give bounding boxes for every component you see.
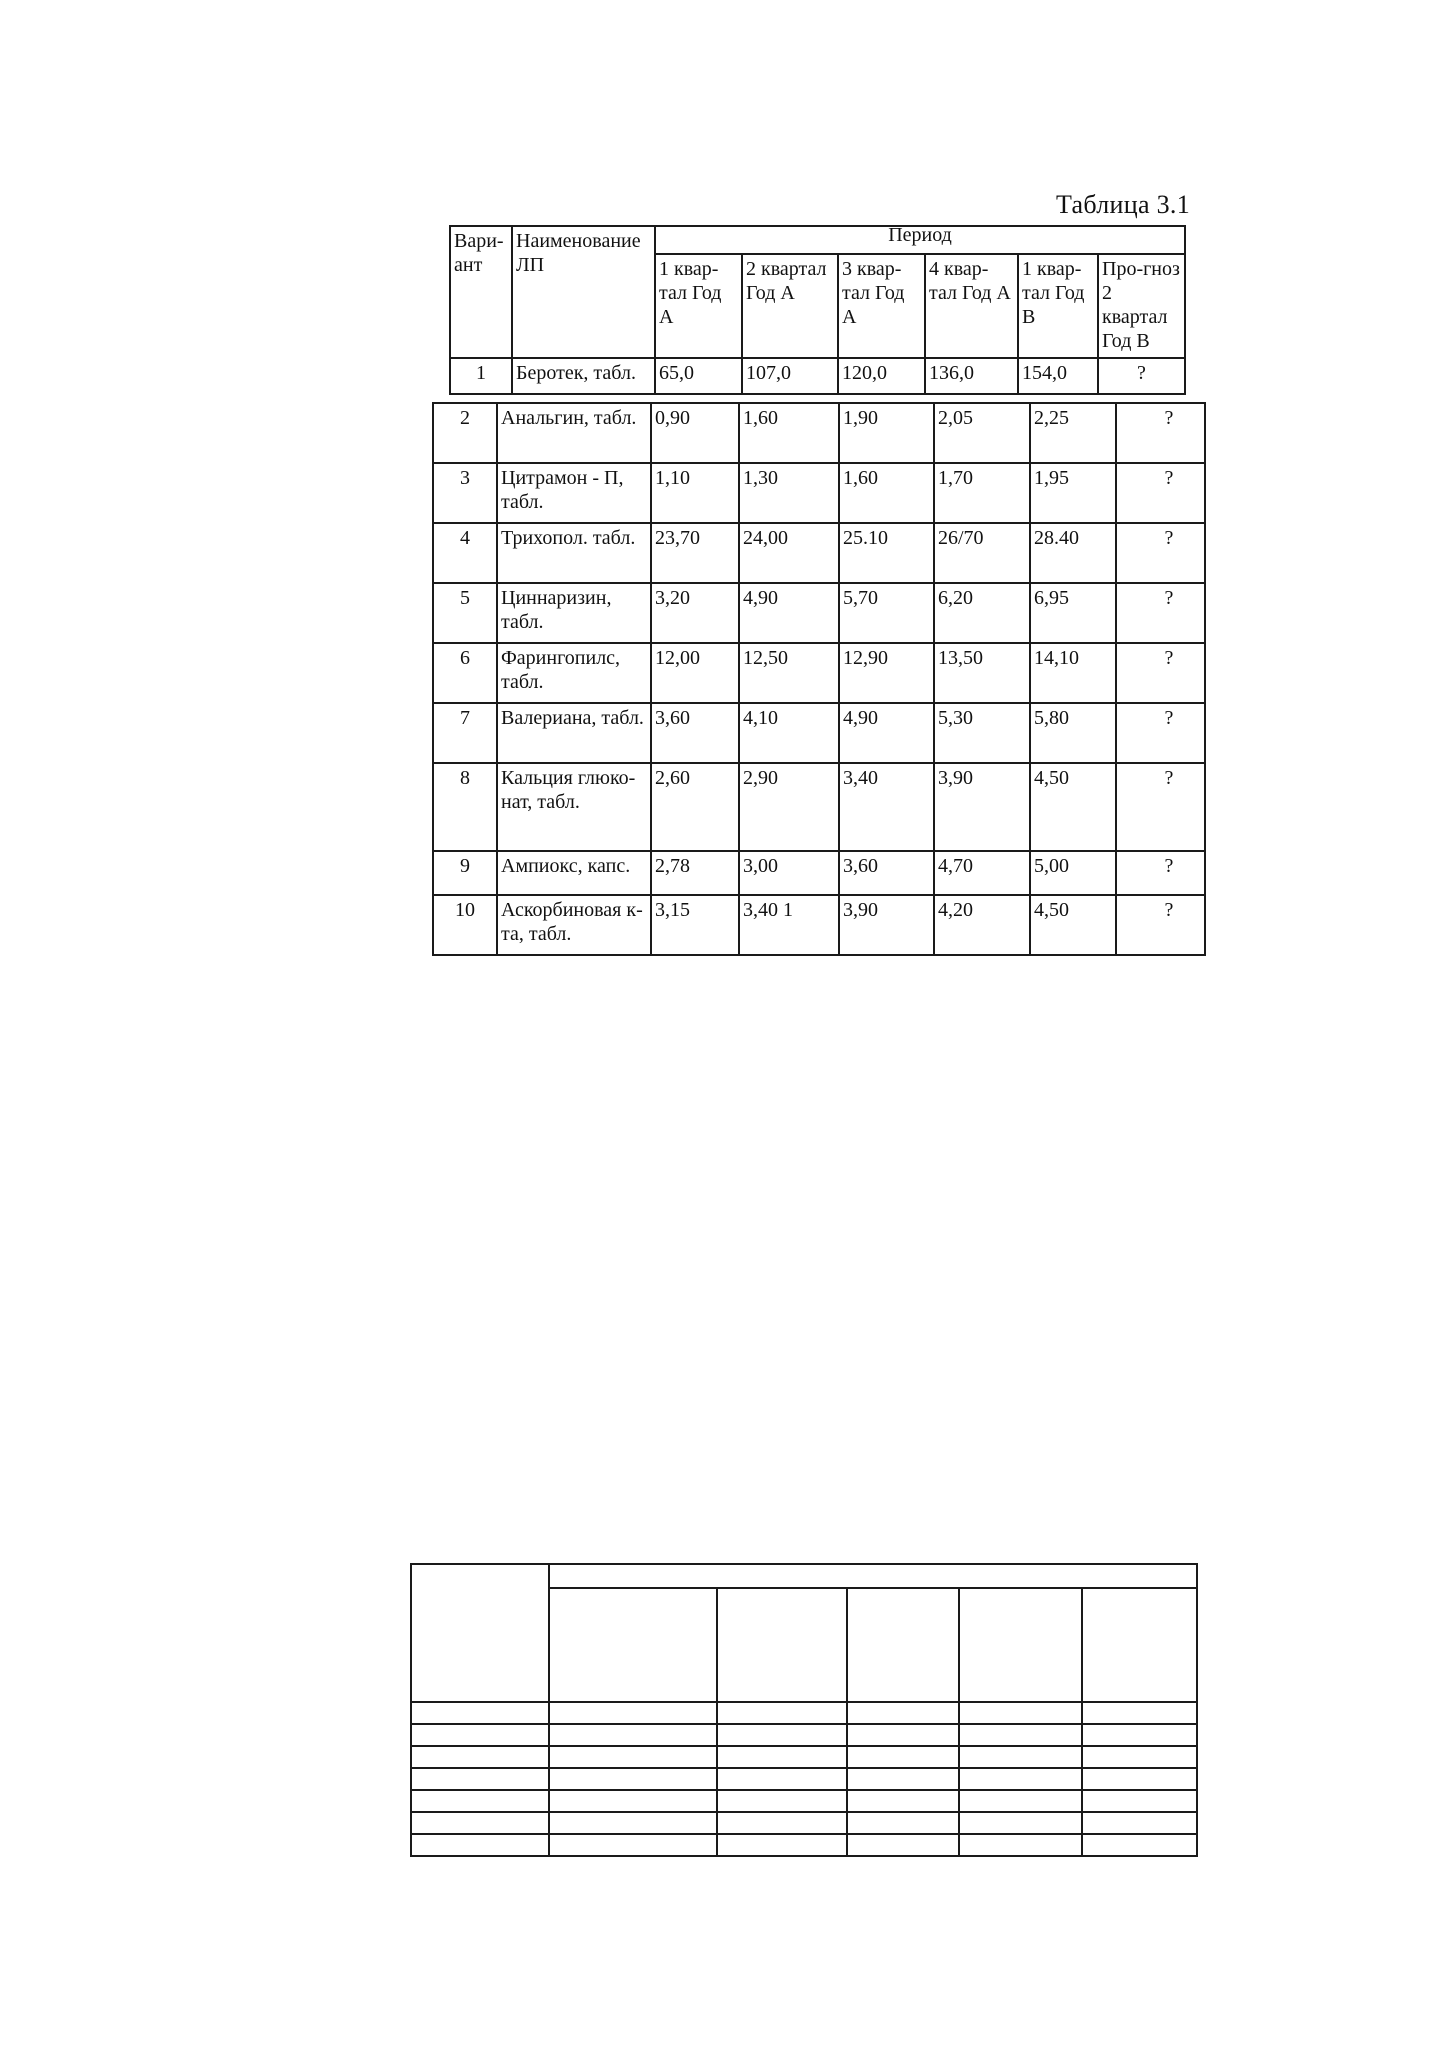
blank-cell	[549, 1724, 717, 1746]
blank-cell	[847, 1790, 959, 1812]
cell-name: Кальция глюко-нат, табл.	[497, 763, 651, 851]
cell-name: Цитрамон - П, табл.	[497, 463, 651, 523]
cell-value: 4,50	[1030, 895, 1116, 955]
blank-cell	[717, 1834, 847, 1856]
table-row	[433, 643, 1205, 703]
blank-row	[411, 1768, 1197, 1790]
cell-value: 23,70	[651, 523, 739, 583]
blank-row	[411, 1724, 1197, 1746]
blank-cell	[847, 1768, 959, 1790]
header-variant: Вари-ант	[450, 226, 512, 358]
cell-variant: 5	[433, 583, 497, 643]
cell-value: 4,20	[934, 895, 1030, 955]
cell-value: 24,00	[739, 523, 839, 583]
cell-value: 5,70	[839, 583, 934, 643]
header-col: 4 квар-тал Год А	[925, 254, 1018, 358]
cell-value: 14,10	[1030, 643, 1116, 703]
cell-value: 4,90	[839, 703, 934, 763]
table-row	[433, 403, 1205, 463]
blank-template-table	[410, 1563, 1198, 1857]
blank-cell	[549, 1588, 717, 1702]
cell-value: 136,0	[925, 358, 1018, 394]
blank-cell	[411, 1724, 549, 1746]
cell-value: 2,78	[651, 851, 739, 895]
cell-forecast: ?	[1116, 895, 1205, 955]
cell-name: Ампиокс, капс.	[497, 851, 651, 895]
blank-cell	[847, 1812, 959, 1834]
blank-cell	[847, 1724, 959, 1746]
blank-cell	[717, 1812, 847, 1834]
blank-cell	[959, 1724, 1082, 1746]
cell-variant: 9	[433, 851, 497, 895]
blank-cell	[549, 1834, 717, 1856]
header-name: Наименование ЛП	[512, 226, 655, 358]
cell-value: 1,95	[1030, 463, 1116, 523]
cell-variant: 3	[433, 463, 497, 523]
blank-row	[411, 1834, 1197, 1856]
blank-cell	[1082, 1812, 1197, 1834]
blank-row	[411, 1812, 1197, 1834]
cell-forecast: ?	[1116, 763, 1205, 851]
cell-forecast: ?	[1116, 583, 1205, 643]
blank-cell	[717, 1702, 847, 1724]
blank-cell	[1082, 1724, 1197, 1746]
cell-value: 2,25	[1030, 403, 1116, 463]
table-data-block	[432, 402, 1206, 956]
cell-value: 12,00	[651, 643, 739, 703]
cell-value: 1,30	[739, 463, 839, 523]
blank-cell	[411, 1768, 549, 1790]
blank-cell	[847, 1746, 959, 1768]
cell-value: 6,95	[1030, 583, 1116, 643]
cell-value: 120,0	[838, 358, 925, 394]
cell-value: 4,10	[739, 703, 839, 763]
cell-forecast: ?	[1098, 358, 1185, 394]
blank-cell	[549, 1790, 717, 1812]
cell-value: 4,70	[934, 851, 1030, 895]
cell-value: 6,20	[934, 583, 1030, 643]
blank-cell	[959, 1768, 1082, 1790]
cell-name: Циннаризин, табл.	[497, 583, 651, 643]
cell-value: 4,50	[1030, 763, 1116, 851]
cell-value: 2,05	[934, 403, 1030, 463]
cell-value: 4,90	[739, 583, 839, 643]
blank-cell	[549, 1768, 717, 1790]
cell-name: Фарингопилс, табл.	[497, 643, 651, 703]
blank-cell	[411, 1790, 549, 1812]
table-row	[433, 583, 1205, 643]
cell-value: 1,90	[839, 403, 934, 463]
blank-cell	[717, 1790, 847, 1812]
blank-cell	[549, 1812, 717, 1834]
blank-cell	[959, 1702, 1082, 1724]
cell-value: 3,40 1	[739, 895, 839, 955]
blank-cell	[1082, 1702, 1197, 1724]
cell-value: 154,0	[1018, 358, 1098, 394]
cell-value: 12,50	[739, 643, 839, 703]
table-header-block	[449, 225, 1186, 395]
cell-forecast: ?	[1116, 403, 1205, 463]
cell-variant: 8	[433, 763, 497, 851]
cell-variant: 4	[433, 523, 497, 583]
blank-cell	[1082, 1768, 1197, 1790]
blank-cell	[959, 1588, 1082, 1702]
blank-cell	[717, 1724, 847, 1746]
blank-cell	[717, 1588, 847, 1702]
cell-value: 5,80	[1030, 703, 1116, 763]
cell-name: Аскорбиновая к-та, табл.	[497, 895, 651, 955]
table-row	[433, 851, 1205, 895]
blank-cell	[1082, 1746, 1197, 1768]
blank-row	[411, 1746, 1197, 1768]
header-col: 1 квар-тал Год А	[655, 254, 742, 358]
blank-cell	[411, 1564, 549, 1702]
cell-value: 3,15	[651, 895, 739, 955]
blank-cell	[717, 1768, 847, 1790]
blank-cell	[717, 1746, 847, 1768]
cell-variant: 6	[433, 643, 497, 703]
cell-value: 12,90	[839, 643, 934, 703]
cell-value: 26/70	[934, 523, 1030, 583]
blank-row	[411, 1790, 1197, 1812]
blank-cell	[959, 1812, 1082, 1834]
cell-value: 28.40	[1030, 523, 1116, 583]
cell-value: 25.10	[839, 523, 934, 583]
cell-value: 3,90	[934, 763, 1030, 851]
table-row	[433, 895, 1205, 955]
cell-variant: 2	[433, 403, 497, 463]
cell-value: 1,60	[739, 403, 839, 463]
cell-value: 3,20	[651, 583, 739, 643]
cell-value: 107,0	[742, 358, 838, 394]
blank-cell	[959, 1834, 1082, 1856]
cell-value: 3,60	[651, 703, 739, 763]
blank-cell	[847, 1834, 959, 1856]
cell-name: Беротек, табл.	[512, 358, 655, 394]
blank-row	[411, 1702, 1197, 1724]
header-col: 2 квартал Год А	[742, 254, 838, 358]
table-row	[450, 358, 1185, 394]
cell-name: Валериана, табл.	[497, 703, 651, 763]
blank-cell	[411, 1834, 549, 1856]
cell-value: 3,60	[839, 851, 934, 895]
cell-value: 0,90	[651, 403, 739, 463]
cell-value: 5,00	[1030, 851, 1116, 895]
cell-value: 3,40	[839, 763, 934, 851]
blank-cell	[411, 1746, 549, 1768]
cell-value: 2,60	[651, 763, 739, 851]
header-period: Период	[655, 226, 1185, 254]
cell-value: 2,90	[739, 763, 839, 851]
cell-value: 13,50	[934, 643, 1030, 703]
cell-forecast: ?	[1116, 643, 1205, 703]
blank-cell	[959, 1790, 1082, 1812]
blank-cell	[549, 1564, 1197, 1588]
blank-cell	[411, 1812, 549, 1834]
table-row	[433, 523, 1205, 583]
cell-value: 1,10	[651, 463, 739, 523]
table-row	[433, 463, 1205, 523]
cell-forecast: ?	[1116, 523, 1205, 583]
cell-variant: 7	[433, 703, 497, 763]
cell-forecast: ?	[1116, 703, 1205, 763]
table-caption: Таблица 3.1	[1056, 190, 1190, 219]
cell-value: 3,90	[839, 895, 934, 955]
cell-value: 1,60	[839, 463, 934, 523]
blank-cell	[1082, 1588, 1197, 1702]
cell-value: 5,30	[934, 703, 1030, 763]
cell-variant: 1	[450, 358, 512, 394]
blank-cell	[959, 1746, 1082, 1768]
table-row	[433, 703, 1205, 763]
blank-cell	[411, 1702, 549, 1724]
table-row	[433, 763, 1205, 851]
blank-cell	[1082, 1790, 1197, 1812]
blank-cell	[1082, 1834, 1197, 1856]
cell-forecast: ?	[1116, 851, 1205, 895]
blank-cell	[549, 1746, 717, 1768]
cell-value: 1,70	[934, 463, 1030, 523]
cell-name: Анальгин, табл.	[497, 403, 651, 463]
cell-value: 3,00	[739, 851, 839, 895]
cell-forecast: ?	[1116, 463, 1205, 523]
cell-variant: 10	[433, 895, 497, 955]
blank-cell	[847, 1702, 959, 1724]
header-col: 1 квар-тал Год В	[1018, 254, 1098, 358]
cell-value: 65,0	[655, 358, 742, 394]
blank-cell	[549, 1702, 717, 1724]
cell-name: Трихопол. табл.	[497, 523, 651, 583]
header-col: Про-гноз 2 квартал Год В	[1098, 254, 1185, 358]
blank-cell	[847, 1588, 959, 1702]
header-col: 3 квар-тал Год А	[838, 254, 925, 358]
